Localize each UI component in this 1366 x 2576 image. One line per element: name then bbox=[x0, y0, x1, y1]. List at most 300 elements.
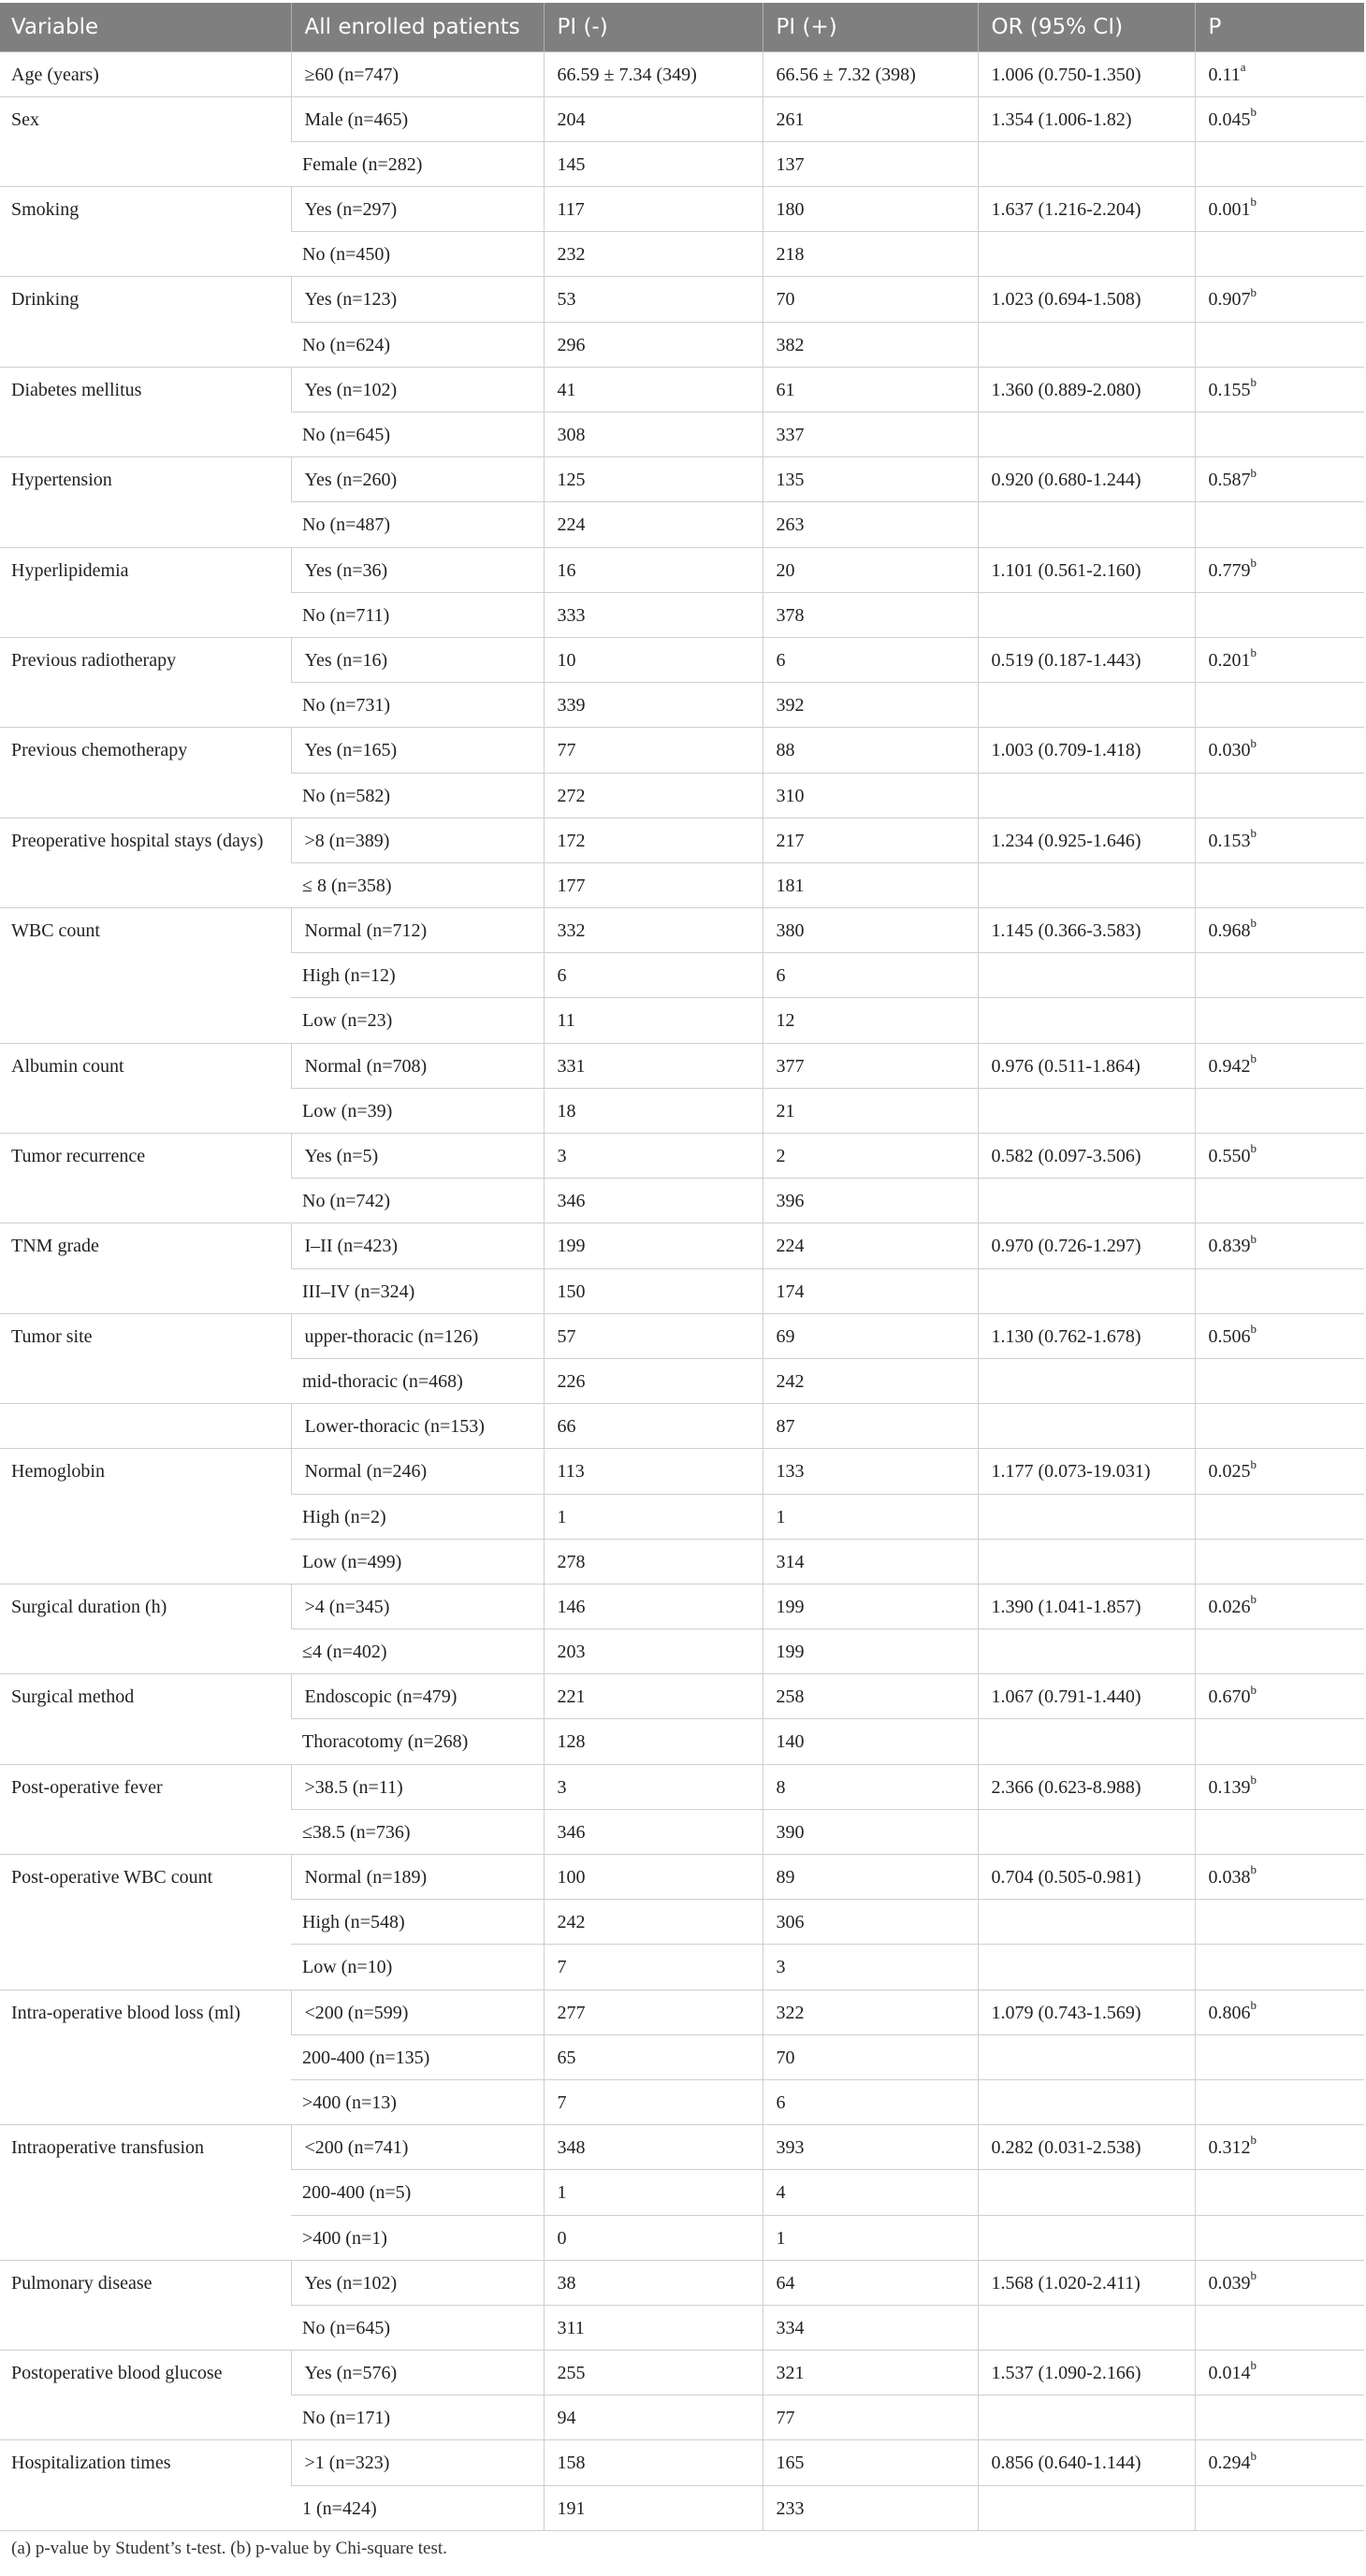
p-value-cell bbox=[1195, 367, 1364, 412]
table-row bbox=[0, 908, 1364, 953]
pi-positive-cell: 4 bbox=[763, 2170, 978, 2215]
pi-positive-cell: 137 bbox=[763, 141, 978, 186]
p-value-cell bbox=[1195, 1900, 1364, 1945]
pi-negative-cell: 221 bbox=[544, 1674, 763, 1719]
p-value-cell bbox=[1195, 1674, 1364, 1719]
pi-positive-cell: 314 bbox=[763, 1539, 978, 1584]
p-value-test-marker: b bbox=[1250, 1322, 1257, 1337]
category-cell: ≤ 8 (n=358) bbox=[291, 862, 544, 907]
p-value-test-marker: b bbox=[1250, 555, 1257, 570]
p-value-cell bbox=[1195, 773, 1364, 818]
category-cell: Low (n=23) bbox=[291, 998, 544, 1043]
p-value-cell bbox=[1195, 1179, 1364, 1223]
category-cell: Yes (n=102) bbox=[291, 2260, 544, 2305]
pi-positive-cell: 61 bbox=[763, 367, 978, 412]
pi-negative-cell: 3 bbox=[544, 1134, 763, 1179]
p-value-text: 0.670 bbox=[1208, 1686, 1251, 1708]
odds-ratio-cell: 1.537 (1.090-2.166) bbox=[978, 2351, 1195, 2395]
p-value-cell bbox=[1195, 1719, 1364, 1764]
pi-positive-cell: 70 bbox=[763, 2034, 978, 2079]
category-cell: Low (n=39) bbox=[291, 1088, 544, 1133]
odds-ratio-cell bbox=[978, 232, 1195, 277]
pi-positive-cell: 6 bbox=[763, 953, 978, 998]
odds-ratio-cell: 1.079 (0.743-1.569) bbox=[978, 1990, 1195, 2034]
p-value-cell bbox=[1195, 2395, 1364, 2440]
table-row bbox=[0, 1990, 1364, 2034]
odds-ratio-cell bbox=[978, 1539, 1195, 1584]
p-value-cell bbox=[1195, 1223, 1364, 1268]
pi-negative-cell: 3 bbox=[544, 1764, 763, 1809]
p-value-text: 0.201 bbox=[1208, 649, 1251, 671]
pi-negative-cell: 296 bbox=[544, 322, 763, 367]
category-cell: >400 (n=13) bbox=[291, 2079, 544, 2124]
p-value-test-marker: b bbox=[1250, 1862, 1257, 1877]
category-cell: Yes (n=16) bbox=[291, 637, 544, 682]
odds-ratio-cell bbox=[978, 2170, 1195, 2215]
pi-positive-cell: 321 bbox=[763, 2351, 978, 2395]
pi-negative-cell: 77 bbox=[544, 728, 763, 773]
odds-ratio-cell bbox=[978, 412, 1195, 457]
pi-negative-cell: 10 bbox=[544, 637, 763, 682]
p-value-text: 0.968 bbox=[1208, 920, 1251, 942]
pi-negative-cell: 177 bbox=[544, 862, 763, 907]
odds-ratio-cell: 1.067 (0.791-1.440) bbox=[978, 1674, 1195, 1719]
p-value-cell bbox=[1195, 1539, 1364, 1584]
variable-cell: Post-operative fever bbox=[0, 1764, 291, 1854]
category-cell: >4 (n=345) bbox=[291, 1584, 544, 1628]
p-value-test-marker: b bbox=[1250, 1682, 1257, 1697]
p-value-text: 0.001 bbox=[1208, 199, 1251, 221]
table-row bbox=[0, 2125, 1364, 2170]
category-cell: No (n=711) bbox=[291, 592, 544, 637]
odds-ratio-cell: 1.390 (1.041-1.857) bbox=[978, 1584, 1195, 1628]
pi-negative-cell: 204 bbox=[544, 96, 763, 141]
category-cell: Yes (n=260) bbox=[291, 457, 544, 502]
odds-ratio-cell: 1.568 (1.020-2.411) bbox=[978, 2260, 1195, 2305]
p-value-text: 0.506 bbox=[1208, 1325, 1251, 1347]
table-row bbox=[0, 637, 1364, 682]
variable-cell: Postoperative blood glucose bbox=[0, 2351, 291, 2440]
p-value-cell bbox=[1195, 1764, 1364, 1809]
category-cell: Yes (n=5) bbox=[291, 1134, 544, 1179]
pi-positive-cell: 64 bbox=[763, 2260, 978, 2305]
odds-ratio-cell bbox=[978, 2305, 1195, 2350]
p-value-cell bbox=[1195, 2305, 1364, 2350]
odds-ratio-cell bbox=[978, 141, 1195, 186]
pi-positive-cell: 87 bbox=[763, 1404, 978, 1449]
pi-negative-cell: 113 bbox=[544, 1449, 763, 1494]
p-value-cell bbox=[1195, 1313, 1364, 1358]
table-row bbox=[0, 187, 1364, 232]
p-value-cell bbox=[1195, 2215, 1364, 2260]
p-value-cell bbox=[1195, 1945, 1364, 1990]
category-cell: No (n=624) bbox=[291, 322, 544, 367]
p-value-text: 0.014 bbox=[1208, 2363, 1251, 2384]
p-value-cell bbox=[1195, 2079, 1364, 2124]
header-pi-positive: PI (+) bbox=[763, 3, 978, 51]
pi-positive-cell: 392 bbox=[763, 683, 978, 728]
category-cell: <200 (n=599) bbox=[291, 1990, 544, 2034]
variable-cell: Hospitalization times bbox=[0, 2440, 291, 2530]
odds-ratio-cell bbox=[978, 592, 1195, 637]
p-value-test-marker: b bbox=[1250, 195, 1257, 210]
odds-ratio-cell: 0.282 (0.031-2.538) bbox=[978, 2125, 1195, 2170]
table-row bbox=[0, 2440, 1364, 2485]
p-value-test-marker: b bbox=[1250, 2358, 1257, 2373]
category-cell: No (n=450) bbox=[291, 232, 544, 277]
pi-positive-cell: 89 bbox=[763, 1855, 978, 1900]
pi-negative-cell: 100 bbox=[544, 1855, 763, 1900]
p-value-text: 0.587 bbox=[1208, 470, 1251, 491]
variable-cell: TNM grade bbox=[0, 1223, 291, 1313]
variable-cell: Pulmonary disease bbox=[0, 2260, 291, 2350]
pi-positive-cell: 6 bbox=[763, 637, 978, 682]
table-row bbox=[0, 1855, 1364, 1900]
table-row bbox=[0, 1134, 1364, 1179]
table-row bbox=[0, 96, 1364, 141]
table-row bbox=[0, 367, 1364, 412]
p-value-cell bbox=[1195, 1268, 1364, 1313]
category-cell: Yes (n=36) bbox=[291, 547, 544, 592]
table-row bbox=[0, 1404, 1364, 1449]
category-cell: Normal (n=712) bbox=[291, 908, 544, 953]
p-value-test-marker: b bbox=[1250, 645, 1257, 660]
header-pi-negative: PI (-) bbox=[544, 3, 763, 51]
variable-cell: Sex bbox=[0, 96, 291, 186]
odds-ratio-cell: 1.023 (0.694-1.508) bbox=[978, 277, 1195, 322]
variable-cell: Post-operative WBC count bbox=[0, 1855, 291, 1990]
category-cell: mid-thoracic (n=468) bbox=[291, 1358, 544, 1403]
pi-negative-cell: 0 bbox=[544, 2215, 763, 2260]
category-cell: 1 (n=424) bbox=[291, 2485, 544, 2530]
pi-negative-cell: 128 bbox=[544, 1719, 763, 1764]
p-value-cell bbox=[1195, 1809, 1364, 1854]
pi-negative-cell: 203 bbox=[544, 1629, 763, 1674]
category-cell: No (n=731) bbox=[291, 683, 544, 728]
pi-positive-cell: 20 bbox=[763, 547, 978, 592]
pi-negative-cell: 255 bbox=[544, 2351, 763, 2395]
pi-negative-cell: 332 bbox=[544, 908, 763, 953]
p-value-text: 0.907 bbox=[1208, 289, 1251, 311]
odds-ratio-cell bbox=[978, 998, 1195, 1043]
category-cell: ≤4 (n=402) bbox=[291, 1629, 544, 1674]
pi-positive-cell: 6 bbox=[763, 2079, 978, 2124]
pi-negative-cell: 339 bbox=[544, 683, 763, 728]
category-cell: >400 (n=1) bbox=[291, 2215, 544, 2260]
pi-positive-cell: 66.56 ± 7.32 (398) bbox=[763, 51, 978, 96]
variable-cell: Intraoperative transfusion bbox=[0, 2125, 291, 2261]
pi-negative-cell: 6 bbox=[544, 953, 763, 998]
p-value-test-marker: b bbox=[1250, 1592, 1257, 1607]
odds-ratio-cell: 0.704 (0.505-0.981) bbox=[978, 1855, 1195, 1900]
variable-cell: Tumor site bbox=[0, 1313, 291, 1403]
odds-ratio-cell: 1.006 (0.750-1.350) bbox=[978, 51, 1195, 96]
pi-positive-cell: 165 bbox=[763, 2440, 978, 2485]
odds-ratio-cell bbox=[978, 502, 1195, 547]
odds-ratio-cell: 1.177 (0.073-19.031) bbox=[978, 1449, 1195, 1494]
variable-cell: Hyperlipidemia bbox=[0, 547, 291, 637]
pi-positive-cell: 337 bbox=[763, 412, 978, 457]
pi-positive-cell: 224 bbox=[763, 1223, 978, 1268]
p-value-test-marker: b bbox=[1250, 2268, 1257, 2283]
category-cell: Yes (n=165) bbox=[291, 728, 544, 773]
pi-negative-cell: 7 bbox=[544, 1945, 763, 1990]
pi-negative-cell: 348 bbox=[544, 2125, 763, 2170]
pi-negative-cell: 331 bbox=[544, 1043, 763, 1088]
variable-cell: Surgical duration (h) bbox=[0, 1584, 291, 1673]
category-cell: >8 (n=389) bbox=[291, 818, 544, 862]
pi-positive-cell: 233 bbox=[763, 2485, 978, 2530]
p-value-text: 0.026 bbox=[1208, 1596, 1251, 1617]
table-row bbox=[0, 1674, 1364, 1719]
pi-negative-cell: 333 bbox=[544, 592, 763, 637]
pi-positive-cell: 135 bbox=[763, 457, 978, 502]
category-cell: Normal (n=246) bbox=[291, 1449, 544, 1494]
p-value-cell bbox=[1195, 1584, 1364, 1628]
pi-negative-cell: 277 bbox=[544, 1990, 763, 2034]
pi-positive-cell: 21 bbox=[763, 1088, 978, 1133]
category-cell: No (n=582) bbox=[291, 773, 544, 818]
p-value-cell bbox=[1195, 818, 1364, 862]
p-value-text: 0.045 bbox=[1208, 109, 1251, 130]
p-value-cell bbox=[1195, 862, 1364, 907]
p-value-text: 0.139 bbox=[1208, 1776, 1251, 1798]
p-value-test-marker: a bbox=[1240, 59, 1246, 74]
pi-positive-cell: 180 bbox=[763, 187, 978, 232]
p-value-test-marker: b bbox=[1250, 1772, 1257, 1787]
pi-positive-cell: 380 bbox=[763, 908, 978, 953]
variable-cell: Diabetes mellitus bbox=[0, 367, 291, 456]
pi-negative-cell: 172 bbox=[544, 818, 763, 862]
p-value-cell bbox=[1195, 322, 1364, 367]
pi-positive-cell: 70 bbox=[763, 277, 978, 322]
category-cell: Male (n=465) bbox=[291, 96, 544, 141]
variable-cell: WBC count bbox=[0, 908, 291, 1044]
p-value-text: 0.038 bbox=[1208, 1867, 1251, 1888]
p-value-test-marker: b bbox=[1250, 1456, 1257, 1471]
variable-cell: Hemoglobin bbox=[0, 1449, 291, 1585]
odds-ratio-cell bbox=[978, 953, 1195, 998]
category-cell: Normal (n=708) bbox=[291, 1043, 544, 1088]
category-cell: Low (n=10) bbox=[291, 1945, 544, 1990]
p-value-text: 0.153 bbox=[1208, 830, 1251, 851]
pi-negative-cell: 311 bbox=[544, 2305, 763, 2350]
category-cell: Thoracotomy (n=268) bbox=[291, 1719, 544, 1764]
pi-positive-cell: 258 bbox=[763, 1674, 978, 1719]
table-header bbox=[0, 3, 1364, 51]
pi-positive-cell: 133 bbox=[763, 1449, 978, 1494]
category-cell: Female (n=282) bbox=[291, 141, 544, 186]
pi-positive-cell: 242 bbox=[763, 1358, 978, 1403]
p-value-cell bbox=[1195, 2440, 1364, 2485]
p-value-test-marker: b bbox=[1250, 375, 1257, 390]
odds-ratio-cell bbox=[978, 1719, 1195, 1764]
pi-positive-cell: 390 bbox=[763, 1809, 978, 1854]
p-value-cell bbox=[1195, 1629, 1364, 1674]
pi-positive-cell: 377 bbox=[763, 1043, 978, 1088]
pi-negative-cell: 145 bbox=[544, 141, 763, 186]
p-value-text: 0.11 bbox=[1208, 64, 1241, 85]
p-value-text: 0.839 bbox=[1208, 1236, 1251, 1257]
category-cell: Yes (n=102) bbox=[291, 367, 544, 412]
pi-positive-cell: 263 bbox=[763, 502, 978, 547]
p-value-test-marker: b bbox=[1250, 735, 1257, 750]
p-value-cell bbox=[1195, 96, 1364, 141]
variable-cell: Previous chemotherapy bbox=[0, 728, 291, 818]
p-value-cell bbox=[1195, 412, 1364, 457]
variable-cell: Albumin count bbox=[0, 1043, 291, 1133]
p-value-cell bbox=[1195, 2351, 1364, 2395]
p-value-cell bbox=[1195, 502, 1364, 547]
p-value-cell bbox=[1195, 998, 1364, 1043]
pi-negative-cell: 346 bbox=[544, 1809, 763, 1854]
p-value-cell bbox=[1195, 141, 1364, 186]
pi-positive-cell: 393 bbox=[763, 2125, 978, 2170]
pi-positive-cell: 396 bbox=[763, 1179, 978, 1223]
pi-negative-cell: 1 bbox=[544, 1494, 763, 1539]
category-cell: Low (n=499) bbox=[291, 1539, 544, 1584]
p-value-cell bbox=[1195, 1990, 1364, 2034]
pi-positive-cell: 378 bbox=[763, 592, 978, 637]
p-value-cell bbox=[1195, 953, 1364, 998]
category-cell: High (n=548) bbox=[291, 1900, 544, 1945]
category-cell: Endoscopic (n=479) bbox=[291, 1674, 544, 1719]
p-value-test-marker: b bbox=[1250, 916, 1257, 931]
pi-negative-cell: 65 bbox=[544, 2034, 763, 2079]
p-value-text: 0.030 bbox=[1208, 740, 1251, 761]
category-cell: <200 (n=741) bbox=[291, 2125, 544, 2170]
odds-ratio-cell: 1.003 (0.709-1.418) bbox=[978, 728, 1195, 773]
variable-cell: Previous radiotherapy bbox=[0, 637, 291, 727]
p-value-text: 0.312 bbox=[1208, 2137, 1251, 2159]
odds-ratio-cell: 1.234 (0.925-1.646) bbox=[978, 818, 1195, 862]
table-row bbox=[0, 2351, 1364, 2395]
p-value-cell bbox=[1195, 592, 1364, 637]
odds-ratio-cell: 0.856 (0.640-1.144) bbox=[978, 2440, 1195, 2485]
pi-negative-cell: 272 bbox=[544, 773, 763, 818]
odds-ratio-cell bbox=[978, 1945, 1195, 1990]
p-value-text: 0.039 bbox=[1208, 2272, 1251, 2294]
pi-positive-cell: 218 bbox=[763, 232, 978, 277]
odds-ratio-cell: 1.130 (0.762-1.678) bbox=[978, 1313, 1195, 1358]
p-value-test-marker: b bbox=[1250, 284, 1257, 299]
pi-negative-cell: 117 bbox=[544, 187, 763, 232]
category-cell: High (n=12) bbox=[291, 953, 544, 998]
p-value-cell bbox=[1195, 637, 1364, 682]
odds-ratio-cell bbox=[978, 1179, 1195, 1223]
odds-ratio-cell: 0.920 (0.680-1.244) bbox=[978, 457, 1195, 502]
odds-ratio-cell bbox=[978, 1404, 1195, 1449]
variable-cell: Tumor recurrence bbox=[0, 1134, 291, 1223]
p-value-cell bbox=[1195, 2170, 1364, 2215]
category-cell: upper-thoracic (n=126) bbox=[291, 1313, 544, 1358]
pi-positive-cell: 2 bbox=[763, 1134, 978, 1179]
category-cell: No (n=742) bbox=[291, 1179, 544, 1223]
p-value-cell bbox=[1195, 1404, 1364, 1449]
p-value-cell bbox=[1195, 683, 1364, 728]
pi-positive-cell: 199 bbox=[763, 1584, 978, 1628]
pi-negative-cell: 158 bbox=[544, 2440, 763, 2485]
pi-positive-cell: 3 bbox=[763, 1945, 978, 1990]
odds-ratio-cell bbox=[978, 2395, 1195, 2440]
odds-ratio-cell bbox=[978, 2215, 1195, 2260]
p-value-cell bbox=[1195, 728, 1364, 773]
p-value-text: 0.806 bbox=[1208, 2002, 1251, 2023]
pi-positive-cell: 1 bbox=[763, 2215, 978, 2260]
pi-negative-cell: 224 bbox=[544, 502, 763, 547]
category-cell: >38.5 (n=11) bbox=[291, 1764, 544, 1809]
variable-cell: Intra-operative blood loss (ml) bbox=[0, 1990, 291, 2125]
odds-ratio-cell bbox=[978, 2034, 1195, 2079]
odds-ratio-cell bbox=[978, 862, 1195, 907]
header-all-enrolled: All enrolled patients bbox=[291, 3, 544, 51]
p-value-cell bbox=[1195, 2485, 1364, 2530]
category-cell: III–IV (n=324) bbox=[291, 1268, 544, 1313]
p-value-text: 0.294 bbox=[1208, 2453, 1251, 2474]
odds-ratio-cell: 0.582 (0.097-3.506) bbox=[978, 1134, 1195, 1179]
patient-characteristics-table bbox=[0, 3, 1364, 2531]
p-value-cell bbox=[1195, 547, 1364, 592]
category-cell: Normal (n=189) bbox=[291, 1855, 544, 1900]
pi-negative-cell: 7 bbox=[544, 2079, 763, 2124]
pi-negative-cell: 66.59 ± 7.34 (349) bbox=[544, 51, 763, 96]
p-value-cell bbox=[1195, 1855, 1364, 1900]
variable-cell: Surgical method bbox=[0, 1674, 291, 1764]
pi-positive-cell: 1 bbox=[763, 1494, 978, 1539]
category-cell: High (n=2) bbox=[291, 1494, 544, 1539]
category-cell: >1 (n=323) bbox=[291, 2440, 544, 2485]
p-value-cell bbox=[1195, 908, 1364, 953]
p-value-cell bbox=[1195, 1043, 1364, 1088]
pi-negative-cell: 199 bbox=[544, 1223, 763, 1268]
header-odds-ratio: OR (95% CI) bbox=[978, 3, 1195, 51]
table-row bbox=[0, 728, 1364, 773]
table-row bbox=[0, 1223, 1364, 1268]
p-value-cell bbox=[1195, 51, 1364, 96]
pi-negative-cell: 94 bbox=[544, 2395, 763, 2440]
p-value-test-marker: b bbox=[1250, 2133, 1257, 2148]
category-cell: No (n=645) bbox=[291, 412, 544, 457]
p-value-cell bbox=[1195, 2260, 1364, 2305]
table-footnote: (a) p-value by Student’s t-test. (b) p-value by Chi-square test. bbox=[11, 2539, 447, 2558]
pi-positive-cell: 77 bbox=[763, 2395, 978, 2440]
odds-ratio-cell: 1.637 (1.216-2.204) bbox=[978, 187, 1195, 232]
pi-negative-cell: 308 bbox=[544, 412, 763, 457]
table-row bbox=[0, 51, 1364, 96]
pi-negative-cell: 1 bbox=[544, 2170, 763, 2215]
p-value-cell bbox=[1195, 1358, 1364, 1403]
p-value-cell bbox=[1195, 2125, 1364, 2170]
pi-negative-cell: 66 bbox=[544, 1404, 763, 1449]
odds-ratio-cell bbox=[978, 683, 1195, 728]
variable-cell: Drinking bbox=[0, 277, 291, 367]
p-value-test-marker: b bbox=[1250, 1997, 1257, 2012]
odds-ratio-cell: 1.145 (0.366-3.583) bbox=[978, 908, 1195, 953]
odds-ratio-cell bbox=[978, 2485, 1195, 2530]
table-row bbox=[0, 457, 1364, 502]
category-cell: Lower-thoracic (n=153) bbox=[291, 1404, 544, 1449]
p-value-text: 0.025 bbox=[1208, 1461, 1251, 1483]
pi-negative-cell: 18 bbox=[544, 1088, 763, 1133]
category-cell: Yes (n=123) bbox=[291, 277, 544, 322]
table-row bbox=[0, 1449, 1364, 1494]
odds-ratio-cell bbox=[978, 2079, 1195, 2124]
odds-ratio-cell: 1.354 (1.006-1.82) bbox=[978, 96, 1195, 141]
odds-ratio-cell bbox=[978, 1900, 1195, 1945]
pi-negative-cell: 150 bbox=[544, 1268, 763, 1313]
variable-cell: Preoperative hospital stays (days) bbox=[0, 818, 291, 907]
pi-positive-cell: 12 bbox=[763, 998, 978, 1043]
